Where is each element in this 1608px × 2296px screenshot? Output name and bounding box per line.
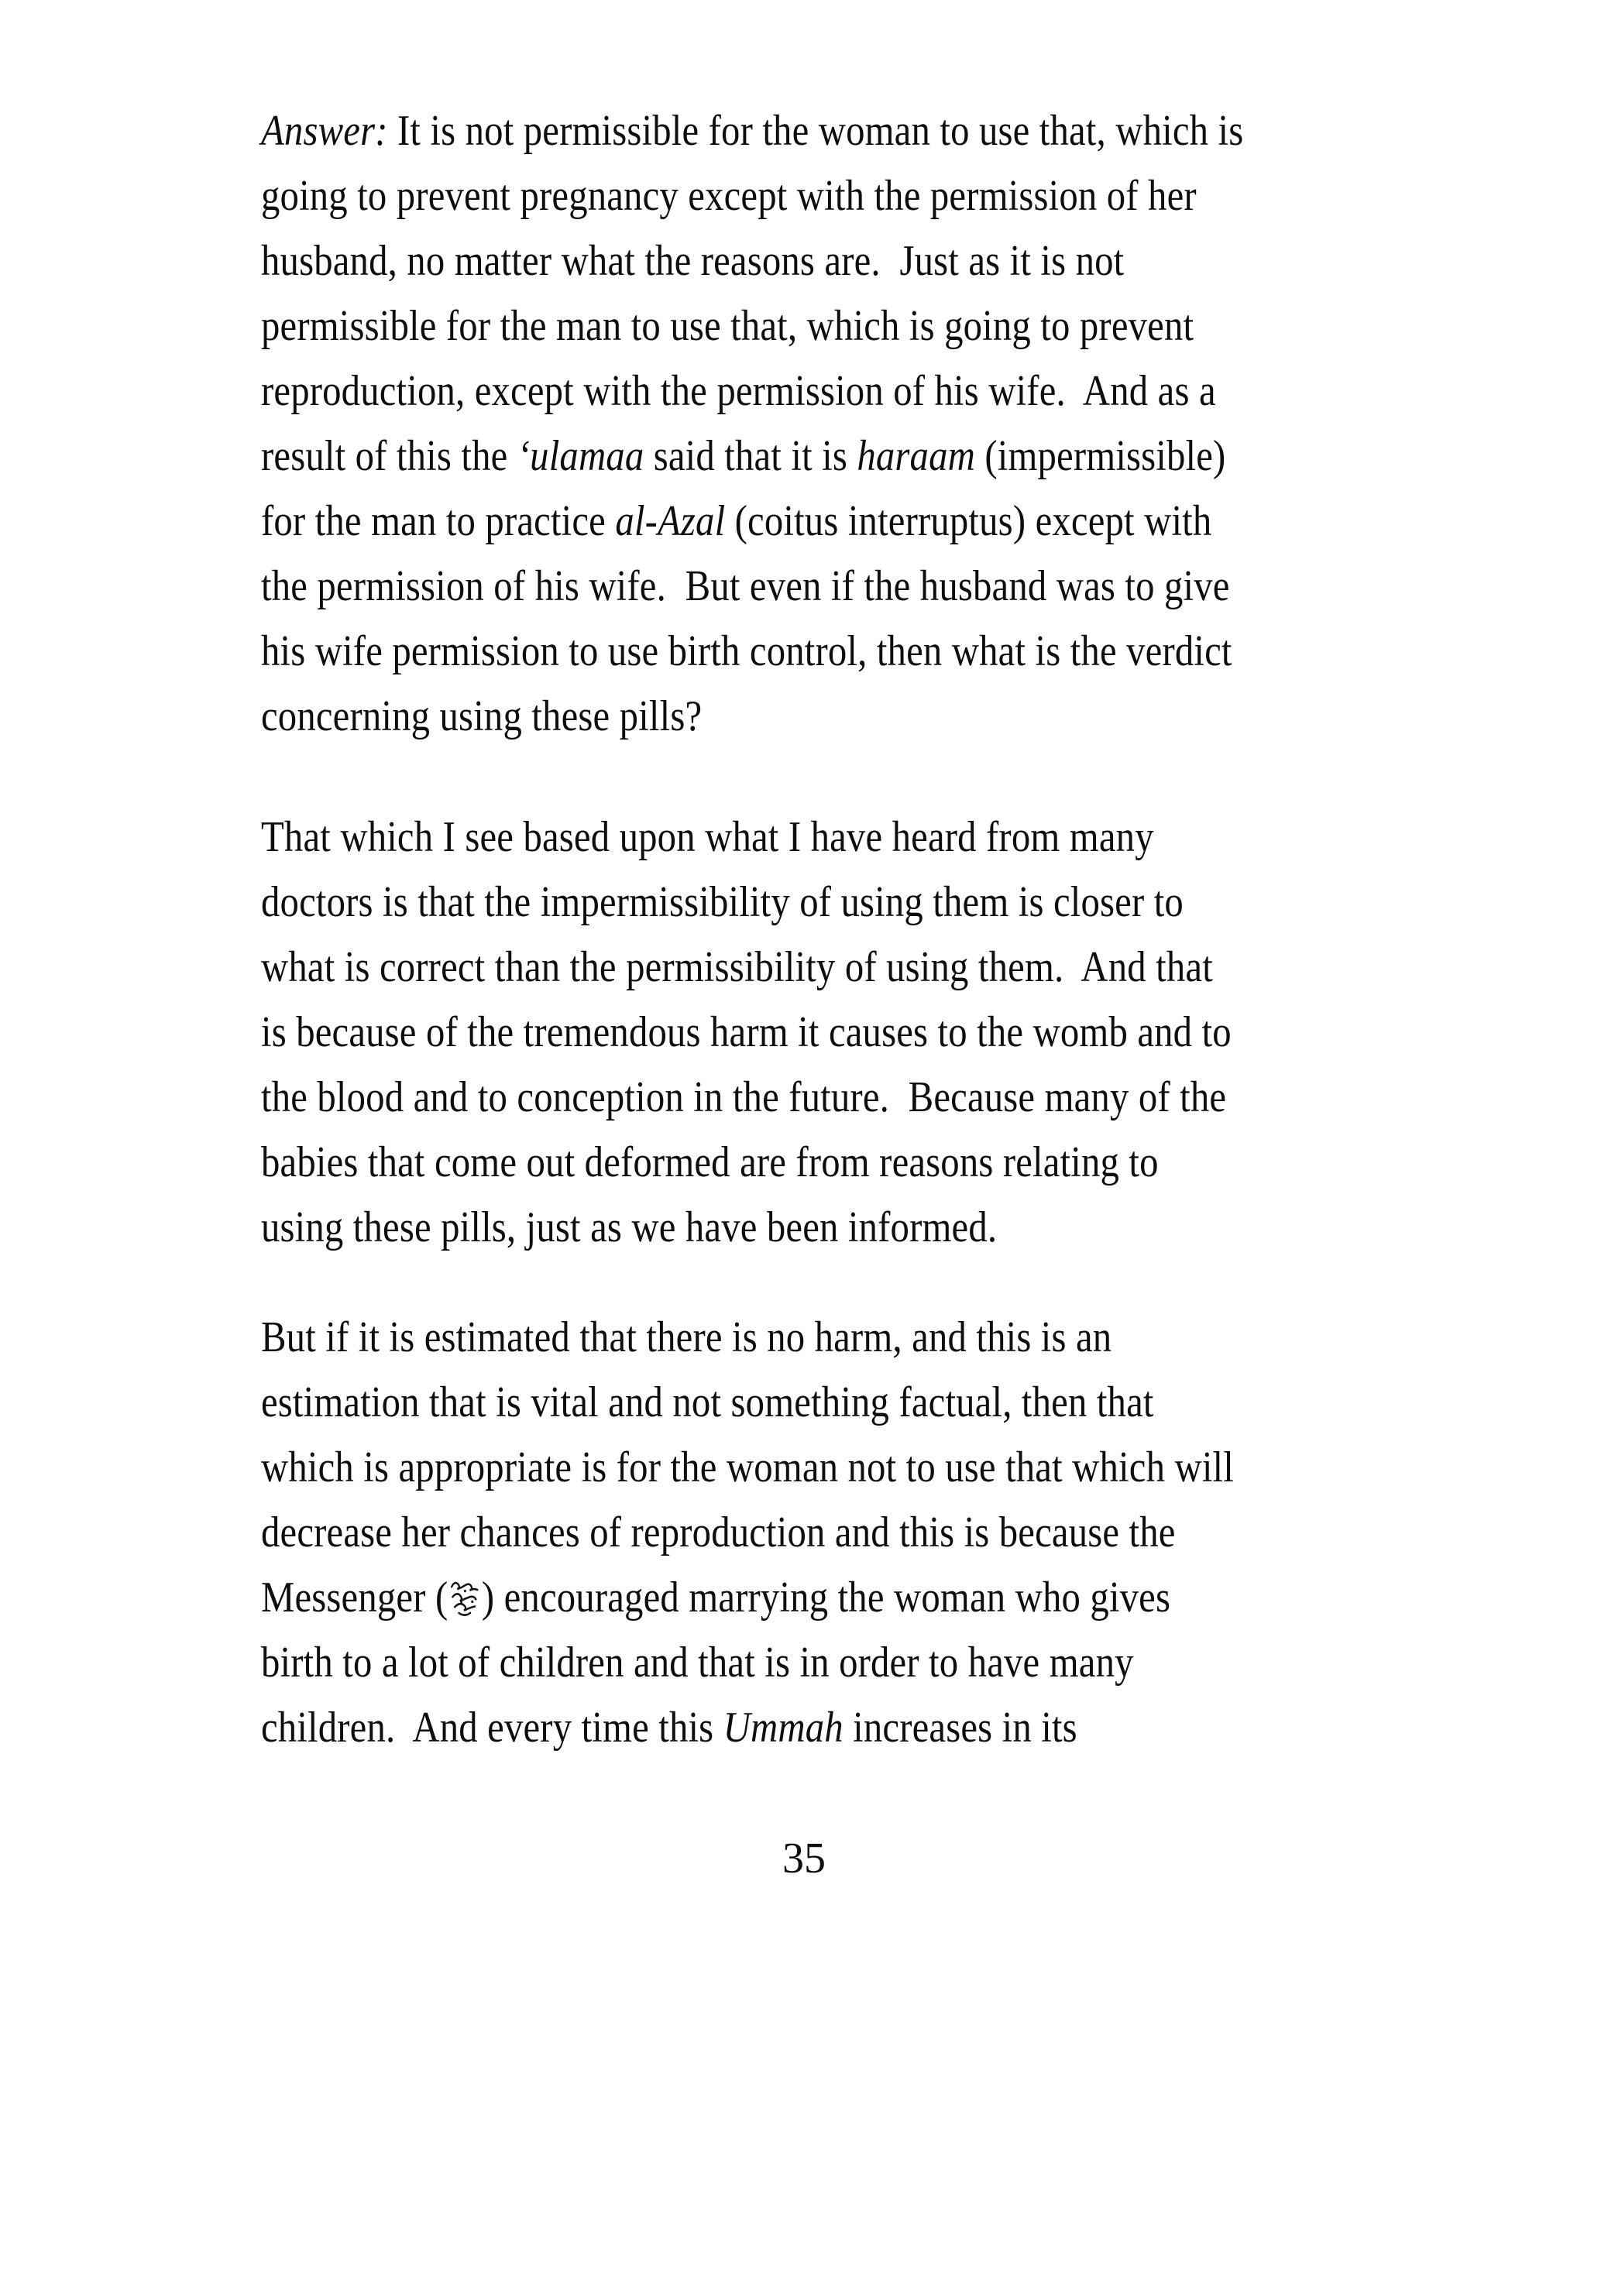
text-block — [261, 98, 1243, 1760]
paragraph-answer — [261, 98, 1243, 749]
text-segment: increases in its — [843, 1704, 1077, 1752]
text-line: birth to a lot of children and that is in order to have many — [261, 1639, 1134, 1687]
term-ummah: Ummah — [723, 1704, 844, 1752]
text-line: estimation that is vital and not something factual, then that — [261, 1378, 1154, 1426]
answer-label: Answer: — [261, 107, 388, 155]
text-line — [261, 1695, 1243, 1760]
term-al-azal: al-Azal — [615, 497, 726, 545]
text-line: using these pills, just as we have been informed. — [261, 1203, 998, 1251]
text-segment: ) encouraged marrying the woman who gives — [481, 1574, 1171, 1622]
text-line: But if it is estimated that there is no harm, and this is an — [261, 1313, 1112, 1361]
text-line: concerning using these pills? — [261, 692, 703, 740]
text-line: babies that come out deformed are from reasons relating to — [261, 1138, 1159, 1186]
text-line: permissible for the man to use that, which is going to prevent — [261, 302, 1194, 350]
paragraph-opinion — [261, 805, 1243, 1260]
text-segment: Messenger ( — [261, 1574, 448, 1622]
term-ulamaa: ‘ulamaa — [517, 432, 644, 480]
page-number: 35 — [782, 1834, 826, 1882]
text-segment: (impermissible) — [974, 432, 1226, 480]
text-line: his wife permission to use birth control, then what is the verdict — [261, 627, 1232, 675]
prophet-honorific-icon — [449, 1576, 480, 1619]
text-segment: (coitus interruptus) except with — [725, 497, 1212, 545]
paragraph-estimation — [261, 1305, 1243, 1760]
text-segment: for the man to practice — [261, 497, 616, 545]
text-line: doctors is that the impermissibility of using them is closer to — [261, 878, 1184, 926]
text-line: reproduction, except with the permission of his wife. And as a — [261, 367, 1216, 415]
text-segment: children. And every time this — [261, 1704, 723, 1752]
text-segment: result of this the — [261, 432, 517, 480]
term-haraam: haraam — [857, 432, 975, 480]
text-line: going to prevent pregnancy except with the permission of her — [261, 172, 1197, 220]
text-line: That which I see based upon what I have heard from many — [261, 813, 1154, 861]
text-line: which is appropriate is for the woman not to use that which will — [261, 1443, 1234, 1491]
text-line — [261, 424, 1243, 489]
text-line: decrease her chances of reproduction and this is because the — [261, 1508, 1176, 1556]
text-segment: It is not permissible for the woman to use that, which is — [387, 107, 1244, 155]
text-line: the permission of his wife. But even if the husband was to give — [261, 562, 1230, 610]
text-line: the blood and to conception in the future. Because many of the — [261, 1073, 1227, 1121]
text-line — [261, 489, 1243, 554]
text-line: what is correct than the permissibility of using them. And that — [261, 943, 1213, 991]
text-segment: said that it is — [644, 432, 857, 480]
text-line: is because of the tremendous harm it causes to the womb and to — [261, 1008, 1232, 1056]
text-line — [261, 98, 1243, 163]
text-line — [261, 1565, 1243, 1630]
text-line: husband, no matter what the reasons are. Just as it is not — [261, 237, 1125, 285]
